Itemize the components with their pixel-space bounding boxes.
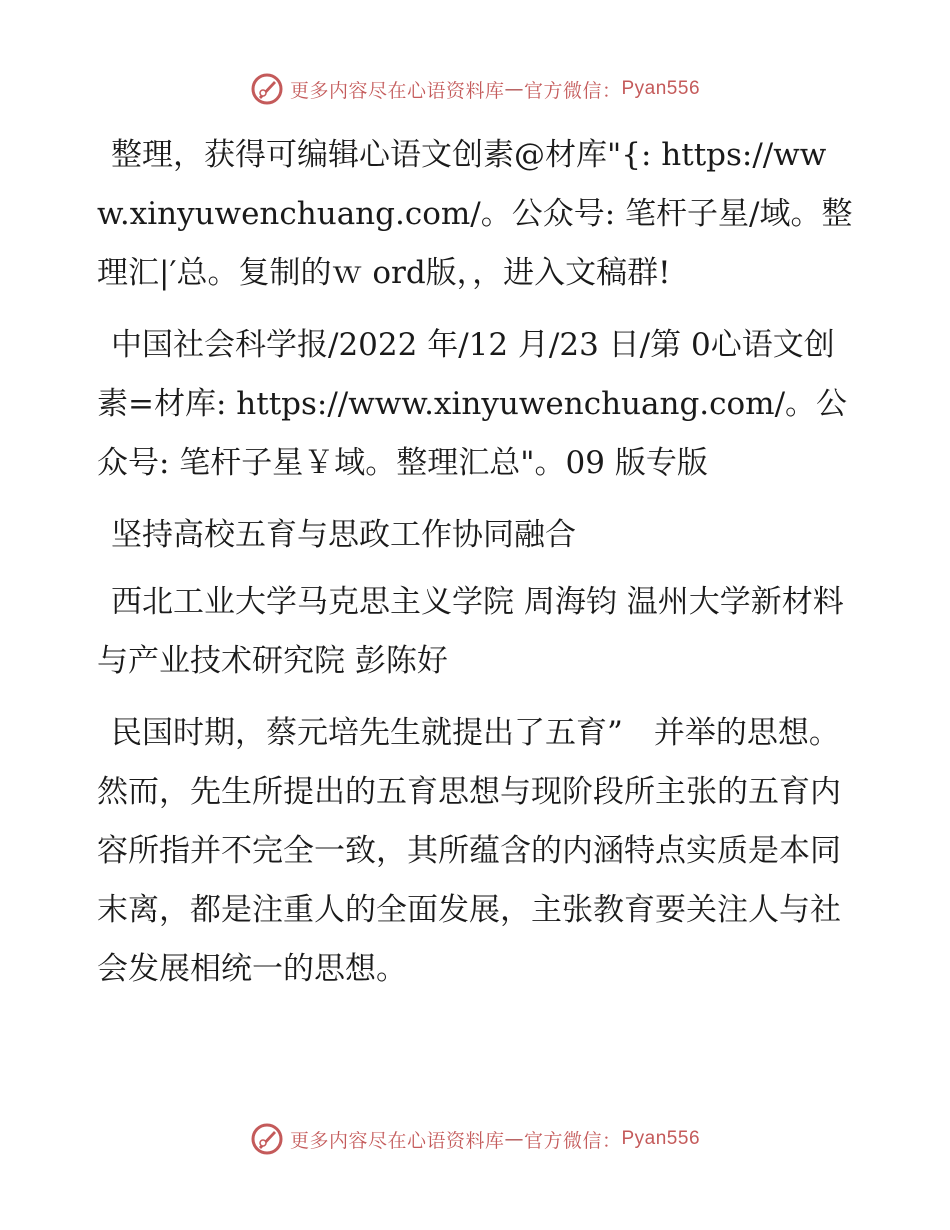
source-citation-paragraph: 中国社会科学报/2022 年/12 月/23 日/第 0心语文创素=材库: https://www.xinyuwenchuang.com/。公众号: 笔杆子星￥域。整理汇总"。09 版专版 xyxy=(97,327,848,481)
document-body xyxy=(97,126,857,1012)
article-title: 坚持高校五育与思政工作协同融合 xyxy=(111,517,576,553)
watermark-site-text: 更多内容尽在心语资料库 xyxy=(289,1129,505,1152)
watermark-official-text: 官方微信： xyxy=(523,1129,622,1152)
watermark-site-text: 更多内容尽在心语资料库 xyxy=(289,79,505,102)
quill-seal-icon xyxy=(250,1122,284,1156)
watermark-handle: Pyan556 xyxy=(621,78,701,99)
intro-notice-paragraph: 整理，获得可编辑心语文创素@材库"{: https://www.xinyuwenchuang.com/。公众号: 笔杆子星/域。整理汇|′总。复制的ｗ ord版，，进入文稿群! xyxy=(97,137,853,291)
watermark-separator: — xyxy=(504,78,524,100)
watermark-handle: Pyan556 xyxy=(621,1128,701,1149)
watermark-official-text: 官方微信： xyxy=(523,79,622,102)
quill-seal-icon xyxy=(250,72,284,106)
header-watermark xyxy=(0,72,950,106)
body-paragraph: 民国时期，蔡元培先生就提出了五育” 并举的思想。然而，先生所提出的五育思想与现阶段所主张的五育内容所指并不完全一致，其所蕴含的内涵特点实质是本同末离，都是注重人的全面发展，主张教育要关注人与社会发展相统一的思想。 xyxy=(97,715,841,987)
footer-watermark xyxy=(0,1122,950,1156)
article-authors: 西北工业大学马克思主义学院 周海钧 温州大学新材料与产业技术研究院 彭陈好 xyxy=(97,584,844,679)
watermark-separator: — xyxy=(504,1128,524,1150)
